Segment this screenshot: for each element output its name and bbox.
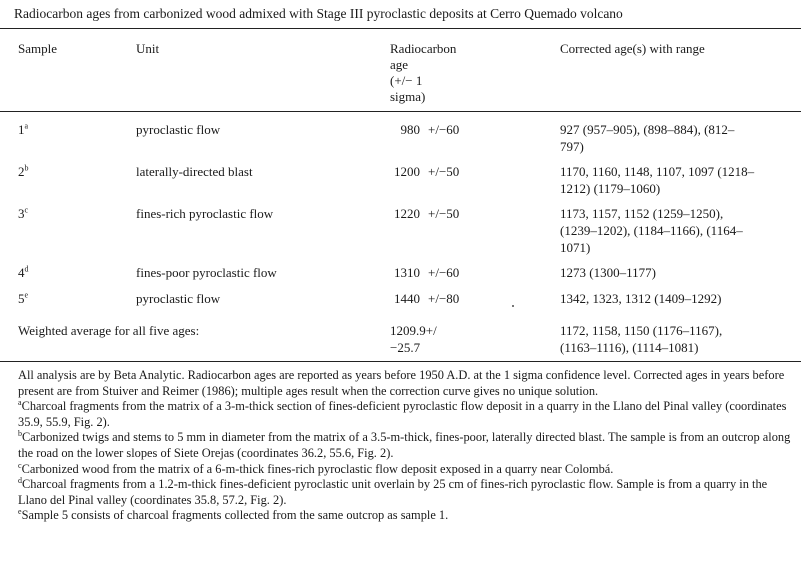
- weighted-average-corrected: 1172, 1158, 1150 (1176–1167), (1163–1116), (1114–1081): [560, 323, 723, 355]
- weighted-average-label: Weighted average for all five ages:: [18, 323, 200, 338]
- note-b: $^b$Carbonized twigs and stems to 5 mm in diameter from the matrix of a 3.5-m-thick, fines-poor, laterally directed blast. The sample is from an outcrop along the road on the lower slopes of Siete Orejas (coordinates 36.2, 55.6, Fig. 2).: [18, 429, 791, 460]
- note-d: $^d$Charcoal fragments from a 1.2-m-thick fines-deficient pyroclastic unit overlain by 25 cm of fines-rich pyroclastic flow. Sample is from a quarry in the Llano del Pinal valley (coordinates 35.8, 57.2, Fig. 2).: [18, 476, 768, 507]
- bottom-rule: [0, 361, 801, 362]
- note-general: All analysis are by Beta Analytic. Radiocarbon ages are reported as years before 1950 A.D. at the 1 sigma confidence level. Corrected ages in years before present are from Stuiver and Reimer (1986); multiple ages result when the correction curve gives no unique solution.: [18, 368, 785, 398]
- row-5-unit: pyroclastic flow: [136, 291, 221, 306]
- header-radiocarbon-age: [390, 41, 456, 105]
- row-5-sample: 5e: [18, 290, 29, 306]
- row-4-sample: 4$^d$: [18, 264, 29, 280]
- row-3-corrected: 1173, 1157, 1152 (1259–1250), (1239–1202), (1184–1166), (1164– 1071): [560, 206, 743, 255]
- header-unit: Unit: [136, 41, 160, 56]
- row-4-unit: fines-poor pyroclastic flow: [136, 265, 277, 280]
- row-2-age: 1200 +/−50: [394, 164, 460, 179]
- row-3-sample: 3$^c$: [18, 205, 29, 221]
- row-2-corrected: 1170, 1160, 1148, 1107, 1097 (1218– 1212) (1179–1060): [560, 164, 755, 196]
- top-rule: [0, 28, 801, 29]
- row-5-age: 1440 +/−80: [394, 291, 460, 306]
- row-1-age: 980 +/−60: [400, 122, 460, 137]
- note-c: $^c$Carbonized wood from the matrix of a 6-m-thick fines-rich pyroclastic flow deposit exposed in a quarry near Colombá.: [18, 460, 614, 476]
- header-age-line-2: age: [390, 57, 409, 72]
- row-1-corrected: 927 (957–905), (898–884), (812– 797): [560, 122, 735, 154]
- row-1-unit: pyroclastic flow: [136, 122, 221, 137]
- header-age-line-4: sigma): [390, 89, 426, 104]
- note-a: $^a$Charcoal fragments from the matrix of a 3-m-thick section of fines-deficient pyroclastic flow deposit in a quarry in the Llano del Pinal valley (coordinates 35.9, 55.9, Fig. 2).: [18, 398, 787, 429]
- row-2-sample: 2$^b$: [18, 163, 29, 179]
- row-2-unit: laterally-directed blast: [136, 164, 253, 179]
- header-rule: [0, 111, 801, 112]
- header-age-line-3: (+/− 1: [390, 73, 423, 88]
- row-4-age: 1310 +/−60: [394, 265, 460, 280]
- row-3-unit: fines-rich pyroclastic flow: [136, 206, 274, 221]
- row-3-age: 1220 +/−50: [394, 206, 460, 221]
- scan-speck: [512, 305, 514, 307]
- row-1-sample: 1$^a$: [18, 121, 29, 137]
- header-sample: Sample: [18, 41, 57, 56]
- row-4-corrected: 1273 (1300–1177): [560, 265, 656, 280]
- row-5-corrected: 1342, 1323, 1312 (1409–1292): [560, 291, 722, 306]
- table-caption: Radiocarbon ages from carbonized wood admixed with Stage III pyroclastic deposits at Cerro Quemado volcano: [14, 6, 623, 21]
- note-e: $^e$Sample 5 consists of charcoal fragments collected from the same outcrop as sample 1.: [18, 507, 449, 523]
- weighted-average-age: 1209.9+/ −25.7: [390, 323, 437, 355]
- table-notes: [18, 368, 796, 524]
- header-corrected-age: Corrected age(s) with range: [560, 41, 705, 56]
- header-age-line-1: Radiocarbon: [390, 41, 457, 56]
